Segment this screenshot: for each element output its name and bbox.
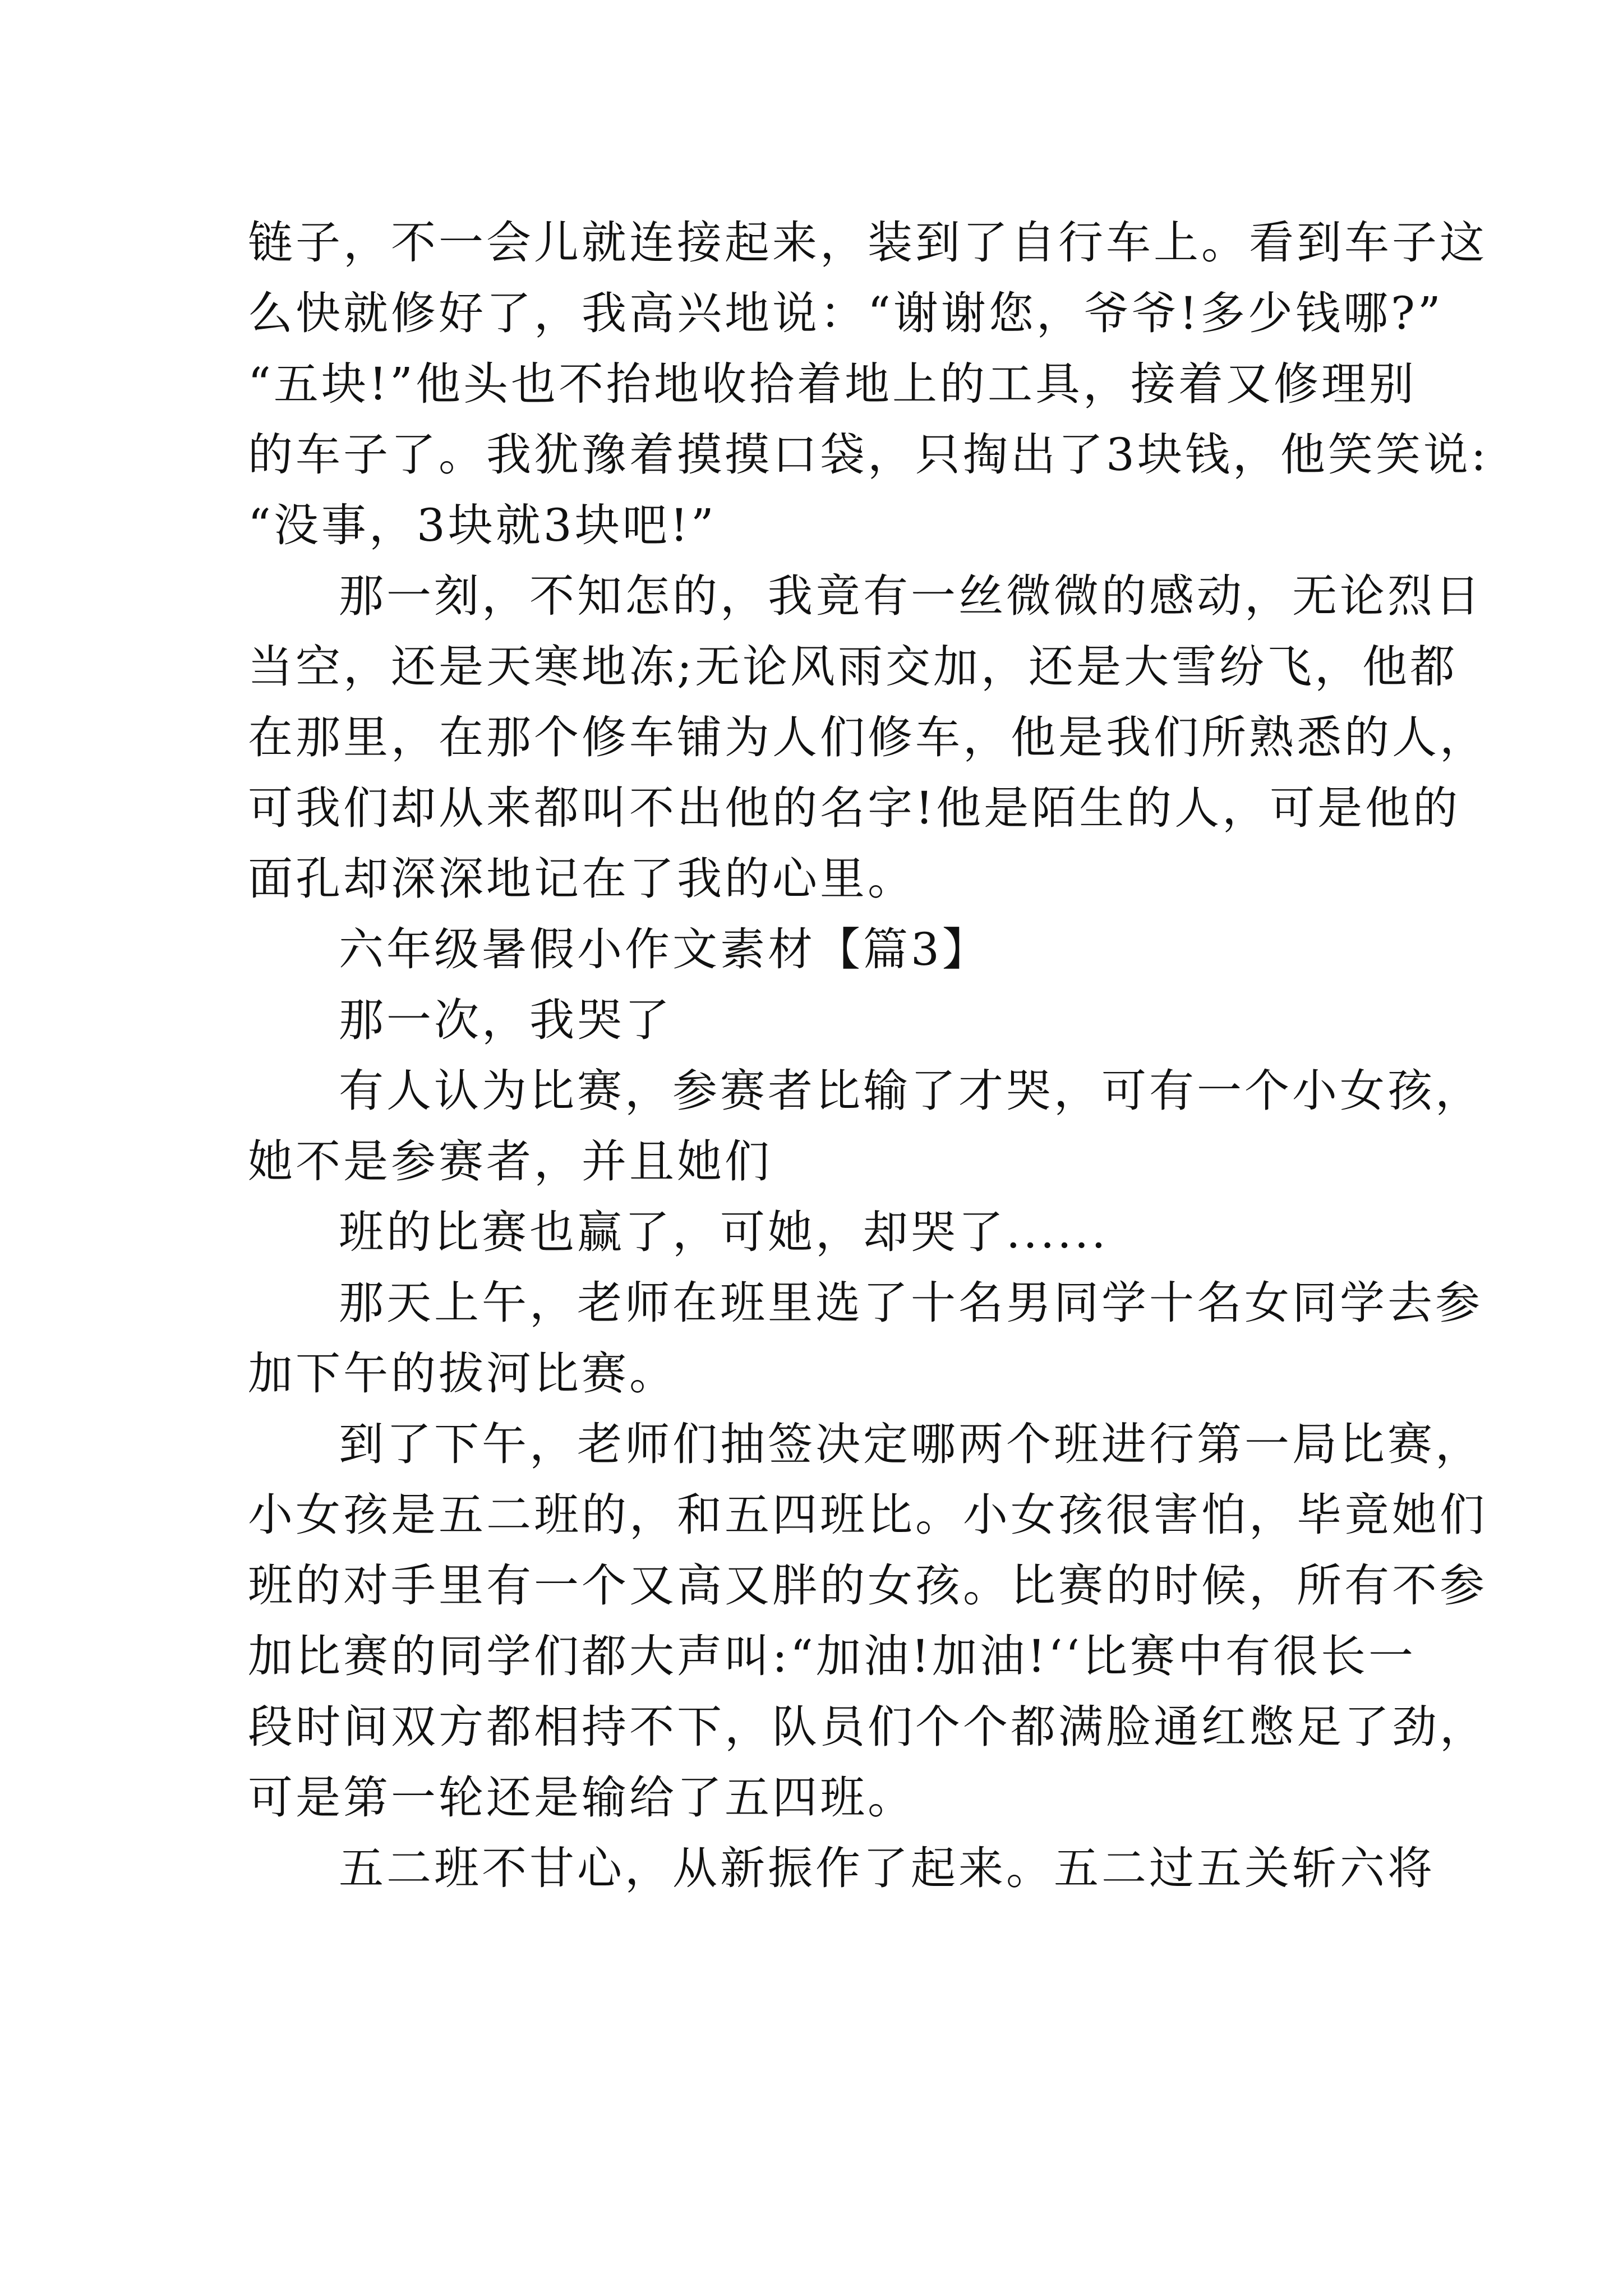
document-body — [248, 208, 1489, 1904]
text-line: 有人认为比赛，参赛者比输了才哭，可有一个小女孩， — [339, 1065, 1483, 1117]
text-line: 小女孩是五二班的，和五四班比。小女孩很害怕，毕竟她们 — [248, 1489, 1487, 1541]
section-heading: 六年级暑假小作文素材【篇3】 — [339, 923, 990, 976]
text-line: 加比赛的同学们都大声叫:“加油!加油!‘‘比赛中有很长一 — [248, 1630, 1417, 1682]
text-line: 班的对手里有一个又高又胖的女孩。比赛的时候，所有不参 — [248, 1559, 1487, 1612]
text-line: 段时间双方都相持不下，队员们个个都满脸通红憋足了劲， — [248, 1701, 1487, 1753]
text-line: 五二班不甘心，从新振作了起来。五二过五关斩六将 — [339, 1842, 1435, 1894]
text-line: 在那里，在那个修车铺为人们修车，他是我们所熟悉的人， — [248, 711, 1487, 763]
essay-title: 那一次，我哭了 — [339, 994, 672, 1046]
text-line: 可我们却从来都叫不出他的名字!他是陌生的人，可是他的 — [248, 782, 1461, 834]
text-line: 那天上午，老师在班里选了十名男同学十名女同学去参 — [339, 1277, 1483, 1329]
text-line: 当空，还是天寒地冻;无论风雨交加，还是大雪纷飞，他都 — [248, 641, 1458, 693]
text-line: 到了下午，老师们抽签决定哪两个班进行第一局比赛， — [339, 1418, 1483, 1470]
text-line: “没事，3块就3块吧!” — [248, 499, 717, 551]
text-line: 链子，不一会儿就连接起来，装到了自行车上。看到车子这 — [248, 217, 1487, 269]
text-line: “五块!”他头也不抬地收拾着地上的工具，接着又修理别 — [248, 358, 1417, 410]
text-line: 她不是参赛者，并且她们 — [248, 1135, 772, 1188]
text-line: 的车子了。我犹豫着摸摸口袋，只掏出了3块钱，他笑笑说: — [248, 429, 1489, 481]
text-line: 那一刻，不知怎的，我竟有一丝微微的感动，无论烈日 — [339, 570, 1483, 622]
text-line: 加下午的拔河比赛。 — [248, 1347, 677, 1400]
text-line: 面孔却深深地记在了我的心里。 — [248, 853, 915, 905]
text-line: 班的比赛也赢了，可她，却哭了...... — [339, 1206, 1109, 1258]
text-line: 可是第一轮还是输给了五四班。 — [248, 1772, 915, 1824]
text-line: 么快就修好了，我高兴地说：“谢谢您，爷爷!多少钱哪?” — [248, 287, 1444, 339]
